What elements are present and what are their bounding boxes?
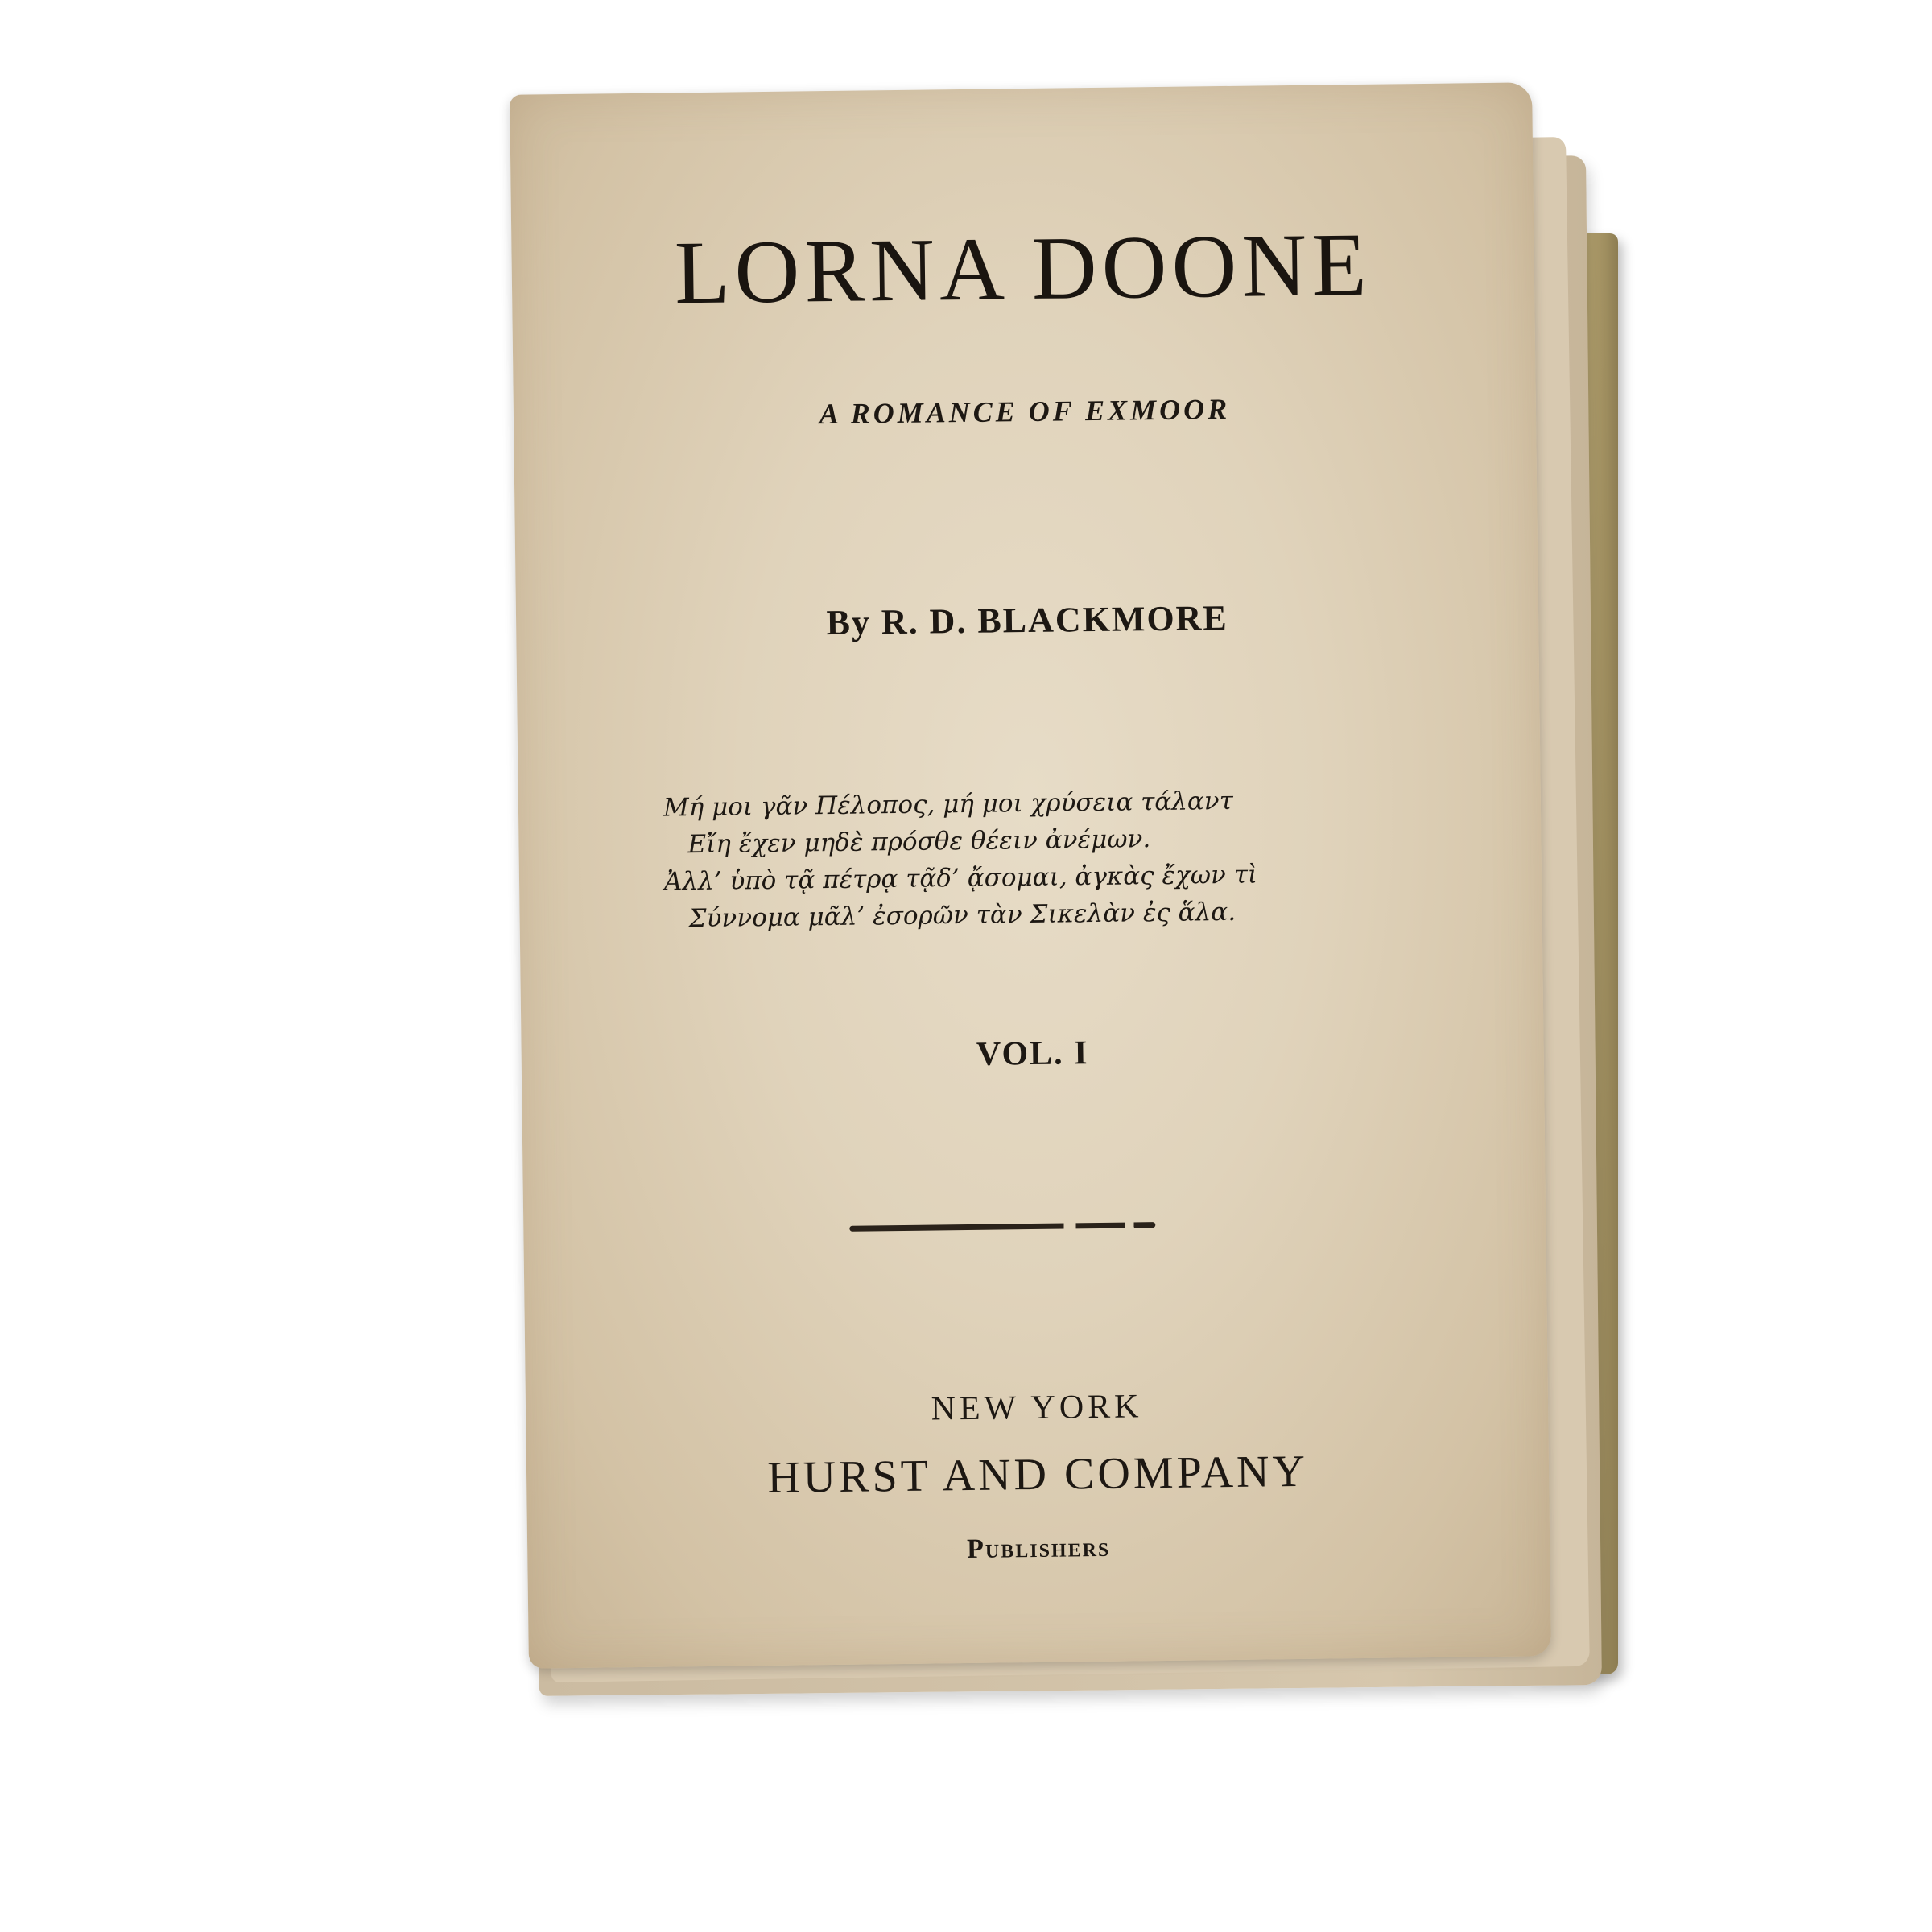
- title-page: [510, 82, 1551, 1668]
- book-author: By R. D. BLACKMORE: [826, 597, 1229, 643]
- epigraph-line: Εἴη ἔχεν μηδὲ πρόσθε θέειν ἀνέμων.: [687, 824, 1151, 860]
- volume-label: VOL. I: [976, 1034, 1089, 1073]
- publisher-name: HURST AND COMPANY: [766, 1446, 1309, 1504]
- book-title: LORNA DOONE: [674, 214, 1373, 324]
- publisher-city: NEW YORK: [931, 1388, 1143, 1428]
- publisher-imprint: Publishers: [966, 1532, 1111, 1565]
- decorative-rule: [849, 1222, 1155, 1232]
- greek-epigraph: [663, 781, 1389, 938]
- epigraph-line: Μή μοι γᾶν Πέλοπος, μή μοι χρύσεια τάλαντ: [663, 786, 1233, 823]
- epigraph-line: Ἀλλ’ ὑπὸ τᾷ πέτρᾳ τᾷδ’ ᾄσομαι, ἀγκὰς ἔχων τὶ: [663, 860, 1258, 897]
- epigraph-line: Σύννομα μᾶλ’ ἐσορῶν τὰν Σικελὰν ἐς ἅλα.: [688, 897, 1236, 934]
- book-subtitle: A ROMANCE OF EXMOOR: [819, 392, 1231, 431]
